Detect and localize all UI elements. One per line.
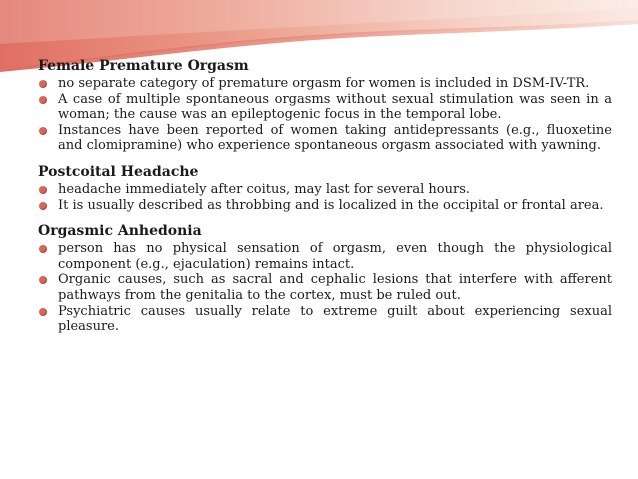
bullet-icon: [39, 276, 47, 284]
slide-content: [38, 58, 612, 345]
bullet-icon: [39, 96, 47, 104]
bullet-text: person has no physical sensation of orgasm, even though the physiological component (e.g., ejaculation) remains intact.: [58, 241, 612, 272]
bullet-text: Organic causes, such as sacral and cephalic lesions that interfere with afferent pathways from the genitalia to the cortex, must be ruled out.: [58, 272, 612, 303]
section-title: Orgasmic Anhedonia: [38, 223, 202, 240]
bullet-text: no separate category of premature orgasm for women is included in DSM-IV-TR.: [58, 76, 590, 91]
list-item: [38, 92, 612, 123]
section-orgasmic-anhedonia: [38, 223, 612, 335]
bullet-text: It is usually described as throbbing and is localized in the occipital or frontal area.: [58, 197, 604, 213]
bullet-icon: [39, 80, 47, 88]
list-item: [38, 272, 612, 303]
list-item: [38, 304, 612, 335]
bullet-icon: [39, 127, 47, 135]
list-item: [38, 241, 612, 272]
list-item: [38, 198, 612, 214]
bullet-text: A case of multiple spontaneous orgasms without sexual stimulation was seen in a woman; the cause was an epileptogenic focus in the temporal lobe.: [58, 91, 612, 123]
bullet-icon: [39, 186, 47, 194]
list-item: [38, 123, 612, 154]
section-female-premature-orgasm: [38, 58, 612, 154]
section-postcoital-headache: [38, 164, 612, 213]
bullet-text: Psychiatric causes usually relate to extreme guilt about experiencing sexual pleasure.: [58, 303, 612, 335]
section-title: Postcoital Headache: [38, 163, 199, 180]
section-title: Female Premature Orgasm: [38, 58, 249, 74]
bullet-icon: [39, 202, 47, 210]
bullet-list: [38, 76, 612, 154]
bullet-list: [38, 182, 612, 213]
list-item: [38, 182, 612, 198]
bullet-text: headache immediately after coitus, may last for several hours.: [58, 181, 471, 197]
bullet-list: [38, 241, 612, 335]
bullet-icon: [39, 308, 47, 316]
list-item: [38, 76, 612, 92]
bullet-text: Instances have been reported of women taking antidepressants (e.g., fluoxetine and clomipramine) who experience spontaneous orgasm associated with yawning.: [58, 122, 612, 154]
bullet-icon: [39, 245, 47, 253]
